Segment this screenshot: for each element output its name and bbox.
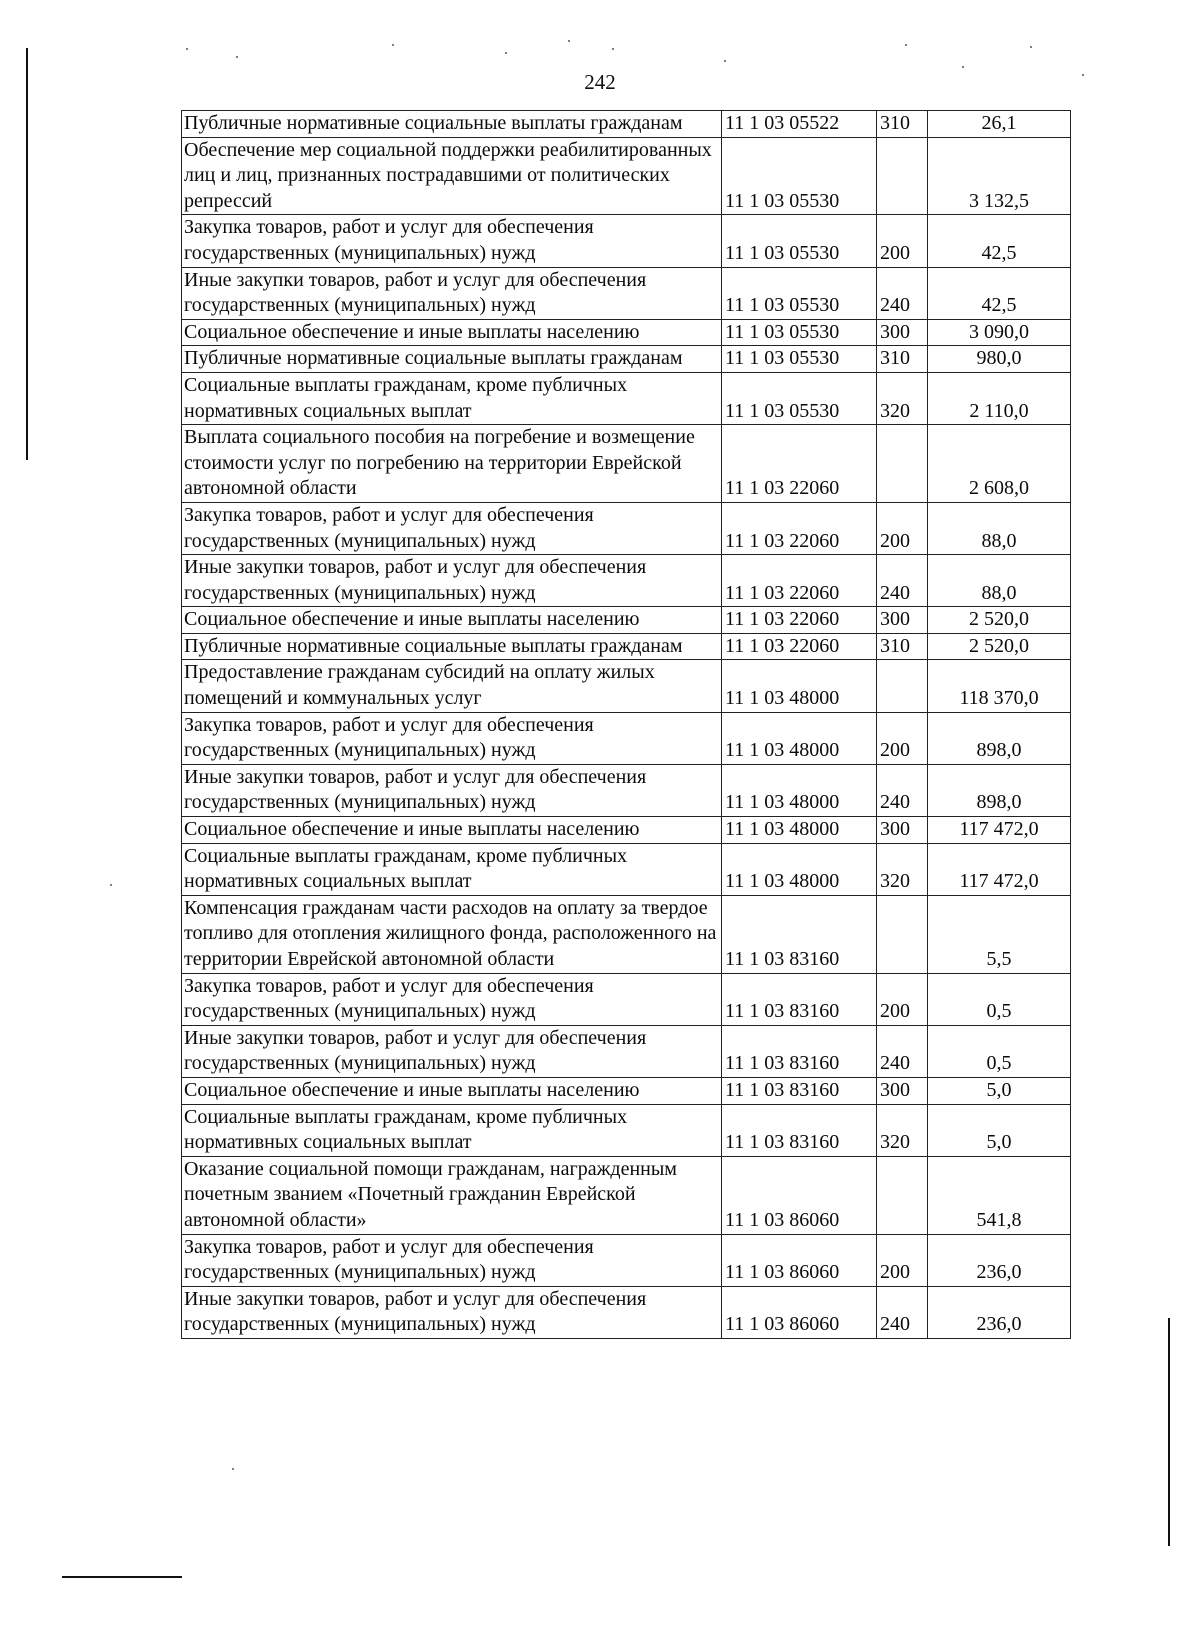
amount-cell: 0,5 — [928, 973, 1071, 1025]
amount-cell: 3 132,5 — [928, 137, 1071, 215]
amount-cell: 236,0 — [928, 1234, 1071, 1286]
budget-table — [181, 110, 1071, 1339]
expense-name-cell: Социальные выплаты гражданам, кроме публичных нормативных социальных выплат — [182, 1104, 722, 1156]
target-article-code-cell: 11 1 03 48000 — [722, 660, 877, 712]
target-article-code-cell: 11 1 03 48000 — [722, 817, 877, 844]
expense-name-cell: Социальные выплаты гражданам, кроме публичных нормативных социальных выплат — [182, 372, 722, 424]
expense-type-code-cell: 240 — [877, 1286, 928, 1338]
page-number: 242 — [584, 70, 616, 94]
expense-name-cell: Закупка товаров, работ и услуг для обеспечения государственных (муниципальных) нужд — [182, 973, 722, 1025]
table-row — [182, 111, 1071, 138]
amount-cell: 2 520,0 — [928, 633, 1071, 660]
target-article-code-cell: 11 1 03 22060 — [722, 425, 877, 503]
target-article-code-cell: 11 1 03 22060 — [722, 502, 877, 554]
expense-name-cell: Иные закупки товаров, работ и услуг для обеспечения государственных (муниципальных) нужд — [182, 1025, 722, 1077]
amount-cell: 541,8 — [928, 1156, 1071, 1234]
table-row — [182, 372, 1071, 424]
table-body — [182, 111, 1071, 1339]
table-row — [182, 660, 1071, 712]
expense-type-code-cell: 300 — [877, 607, 928, 634]
table-row — [182, 1234, 1071, 1286]
amount-cell: 117 472,0 — [928, 843, 1071, 895]
table-row — [182, 895, 1071, 973]
target-article-code-cell: 11 1 03 05530 — [722, 372, 877, 424]
target-article-code-cell: 11 1 03 48000 — [722, 843, 877, 895]
table-row — [182, 1286, 1071, 1338]
target-article-code-cell: 11 1 03 86060 — [722, 1286, 877, 1338]
expense-type-code-cell: 200 — [877, 215, 928, 267]
amount-cell: 0,5 — [928, 1025, 1071, 1077]
table-row — [182, 1077, 1071, 1104]
table-row — [182, 843, 1071, 895]
amount-cell: 2 520,0 — [928, 607, 1071, 634]
footnote-rule — [62, 1576, 182, 1578]
table-row — [182, 817, 1071, 844]
expense-type-code-cell — [877, 895, 928, 973]
expense-type-code-cell: 320 — [877, 1104, 928, 1156]
expense-name-cell: Иные закупки товаров, работ и услуг для обеспечения государственных (муниципальных) нужд — [182, 764, 722, 816]
expense-name-cell: Иные закупки товаров, работ и услуг для обеспечения государственных (муниципальных) нужд — [182, 555, 722, 607]
expense-name-cell: Публичные нормативные социальные выплаты гражданам — [182, 346, 722, 373]
scan-speck — [612, 48, 614, 50]
expense-type-code-cell: 300 — [877, 319, 928, 346]
expense-type-code-cell: 320 — [877, 372, 928, 424]
table-row — [182, 215, 1071, 267]
amount-cell: 26,1 — [928, 111, 1071, 138]
expense-type-code-cell: 310 — [877, 111, 928, 138]
target-article-code-cell: 11 1 03 05522 — [722, 111, 877, 138]
amount-cell: 42,5 — [928, 267, 1071, 319]
target-article-code-cell: 11 1 03 83160 — [722, 1025, 877, 1077]
target-article-code-cell: 11 1 03 05530 — [722, 215, 877, 267]
expense-type-code-cell — [877, 1156, 928, 1234]
scan-speck — [110, 884, 112, 886]
expense-type-code-cell: 320 — [877, 843, 928, 895]
target-article-code-cell: 11 1 03 86060 — [722, 1156, 877, 1234]
expense-name-cell: Закупка товаров, работ и услуг для обеспечения государственных (муниципальных) нужд — [182, 1234, 722, 1286]
scan-speck — [505, 52, 507, 54]
scan-speck — [568, 40, 570, 42]
table-row — [182, 1104, 1071, 1156]
expense-type-code-cell: 310 — [877, 346, 928, 373]
amount-cell: 5,5 — [928, 895, 1071, 973]
expense-type-code-cell: 240 — [877, 267, 928, 319]
amount-cell: 88,0 — [928, 502, 1071, 554]
table-row — [182, 1156, 1071, 1234]
expense-type-code-cell: 300 — [877, 1077, 928, 1104]
target-article-code-cell: 11 1 03 05530 — [722, 346, 877, 373]
expense-type-code-cell: 310 — [877, 633, 928, 660]
expense-type-code-cell: 240 — [877, 764, 928, 816]
expense-name-cell: Публичные нормативные социальные выплаты гражданам — [182, 111, 722, 138]
scan-speck — [1030, 46, 1032, 48]
expense-name-cell: Закупка товаров, работ и услуг для обеспечения государственных (муниципальных) нужд — [182, 712, 722, 764]
target-article-code-cell: 11 1 03 83160 — [722, 973, 877, 1025]
table-row — [182, 319, 1071, 346]
expense-type-code-cell: 200 — [877, 1234, 928, 1286]
expense-name-cell: Закупка товаров, работ и услуг для обеспечения государственных (муниципальных) нужд — [182, 502, 722, 554]
scan-speck — [1082, 74, 1084, 76]
amount-cell: 5,0 — [928, 1077, 1071, 1104]
scan-speck — [232, 1468, 234, 1470]
scan-speck — [236, 56, 238, 58]
amount-cell: 5,0 — [928, 1104, 1071, 1156]
expense-type-code-cell: 200 — [877, 973, 928, 1025]
expense-type-code-cell: 240 — [877, 1025, 928, 1077]
amount-cell: 2 110,0 — [928, 372, 1071, 424]
table-row — [182, 712, 1071, 764]
target-article-code-cell: 11 1 03 05530 — [722, 137, 877, 215]
expense-name-cell: Компенсация гражданам части расходов на оплату за твердое топливо для отопления жилищного фонда, расположенного на территории Еврейской автономной области — [182, 895, 722, 973]
scan-speck — [905, 44, 907, 46]
amount-cell: 88,0 — [928, 555, 1071, 607]
target-article-code-cell: 11 1 03 22060 — [722, 633, 877, 660]
expense-name-cell: Обеспечение мер социальной поддержки реабилитированных лиц и лиц, признанных пострадавшими от политических репрессий — [182, 137, 722, 215]
table-row — [182, 425, 1071, 503]
expense-name-cell: Закупка товаров, работ и услуг для обеспечения государственных (муниципальных) нужд — [182, 215, 722, 267]
table-row — [182, 973, 1071, 1025]
expense-type-code-cell: 300 — [877, 817, 928, 844]
binding-mark-right — [1168, 1318, 1170, 1546]
table-row — [182, 607, 1071, 634]
scan-speck — [186, 48, 188, 50]
target-article-code-cell: 11 1 03 83160 — [722, 1104, 877, 1156]
scan-speck — [724, 60, 726, 62]
expense-name-cell: Иные закупки товаров, работ и услуг для обеспечения государственных (муниципальных) нужд — [182, 267, 722, 319]
expense-type-code-cell: 200 — [877, 712, 928, 764]
table-row — [182, 346, 1071, 373]
amount-cell: 980,0 — [928, 346, 1071, 373]
table-row — [182, 555, 1071, 607]
amount-cell: 898,0 — [928, 712, 1071, 764]
expense-name-cell: Социальные выплаты гражданам, кроме публичных нормативных социальных выплат — [182, 843, 722, 895]
expense-name-cell: Социальное обеспечение и иные выплаты населению — [182, 1077, 722, 1104]
expense-name-cell: Выплата социального пособия на погребение и возмещение стоимости услуг по погребению на территории Еврейской автономной области — [182, 425, 722, 503]
table-row — [182, 633, 1071, 660]
expense-name-cell: Оказание социальной помощи гражданам, награжденным почетным званием «Почетный гражданин Еврейской автономной области» — [182, 1156, 722, 1234]
amount-cell: 118 370,0 — [928, 660, 1071, 712]
amount-cell: 42,5 — [928, 215, 1071, 267]
table-row — [182, 1025, 1071, 1077]
expense-type-code-cell: 240 — [877, 555, 928, 607]
expense-name-cell: Социальное обеспечение и иные выплаты населению — [182, 319, 722, 346]
target-article-code-cell: 11 1 03 22060 — [722, 607, 877, 634]
target-article-code-cell: 11 1 03 83160 — [722, 895, 877, 973]
amount-cell: 236,0 — [928, 1286, 1071, 1338]
table-row — [182, 502, 1071, 554]
expense-name-cell: Социальное обеспечение и иные выплаты населению — [182, 607, 722, 634]
expense-name-cell: Публичные нормативные социальные выплаты гражданам — [182, 633, 722, 660]
target-article-code-cell: 11 1 03 48000 — [722, 764, 877, 816]
expense-name-cell: Иные закупки товаров, работ и услуг для обеспечения государственных (муниципальных) нужд — [182, 1286, 722, 1338]
expense-type-code-cell — [877, 137, 928, 215]
amount-cell: 2 608,0 — [928, 425, 1071, 503]
target-article-code-cell: 11 1 03 22060 — [722, 555, 877, 607]
expense-name-cell: Предоставление гражданам субсидий на оплату жилых помещений и коммунальных услуг — [182, 660, 722, 712]
expense-name-cell: Социальное обеспечение и иные выплаты населению — [182, 817, 722, 844]
target-article-code-cell: 11 1 03 05530 — [722, 319, 877, 346]
scan-speck — [392, 44, 394, 46]
amount-cell: 3 090,0 — [928, 319, 1071, 346]
expense-type-code-cell — [877, 660, 928, 712]
table-row — [182, 764, 1071, 816]
binding-mark-left — [26, 48, 28, 460]
target-article-code-cell: 11 1 03 83160 — [722, 1077, 877, 1104]
target-article-code-cell: 11 1 03 05530 — [722, 267, 877, 319]
table-row — [182, 267, 1071, 319]
table-row — [182, 137, 1071, 215]
target-article-code-cell: 11 1 03 48000 — [722, 712, 877, 764]
scan-speck — [962, 66, 964, 68]
amount-cell: 898,0 — [928, 764, 1071, 816]
amount-cell: 117 472,0 — [928, 817, 1071, 844]
expense-type-code-cell: 200 — [877, 502, 928, 554]
expense-type-code-cell — [877, 425, 928, 503]
target-article-code-cell: 11 1 03 86060 — [722, 1234, 877, 1286]
